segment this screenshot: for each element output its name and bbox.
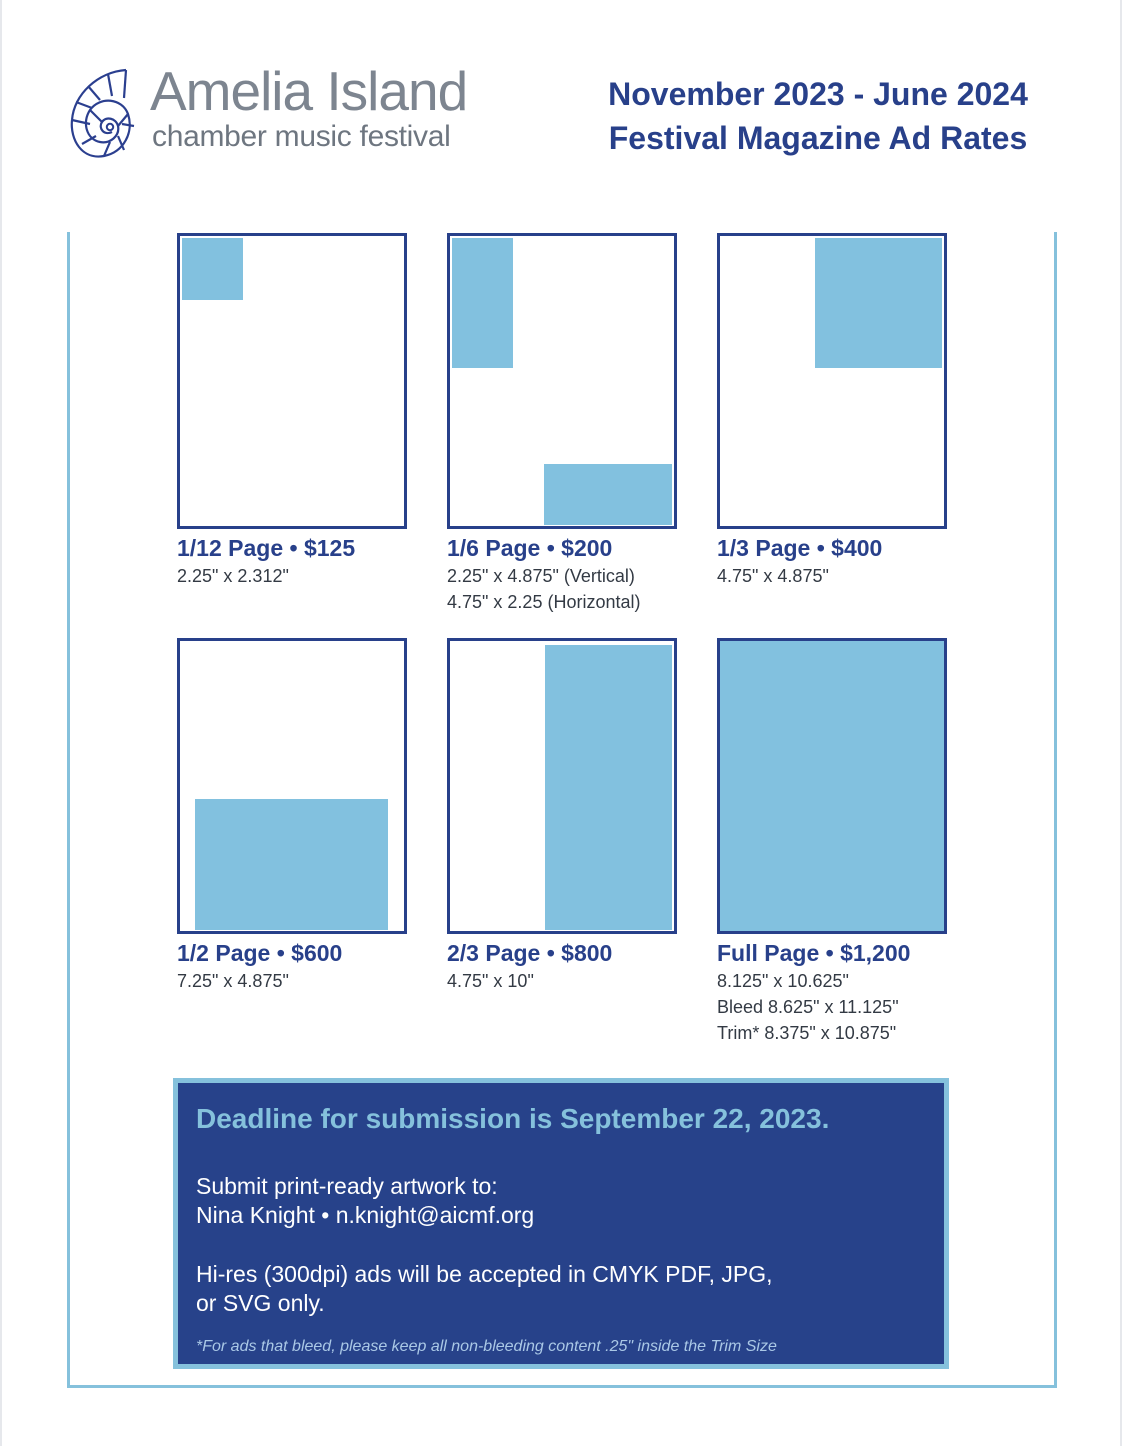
bleed-footnote: *For ads that bleed, please keep all non-bleeding content .25" inside the Trim Size [196,1338,777,1355]
page-diagram [177,638,407,934]
page-diagram [447,233,677,529]
ad-title: 1/3 Page • $400 [717,535,883,561]
ad-area [182,238,243,300]
format-line: Hi-res (300dpi) ads will be accepted in CMYK PDF, JPG, [196,1261,773,1287]
ad-spec-line: 2.25" x 4.875" (Vertical) [447,566,635,586]
nautilus-shell-icon [68,64,146,164]
logo-tagline: chamber music festival [152,120,451,153]
ad-title: 1/6 Page • $200 [447,535,613,561]
ad-area-horizontal [544,464,672,525]
title-line-dates: November 2023 - June 2024 [608,76,1028,112]
contact-line: Nina Knight • n.knight@aicmf.org [196,1202,535,1228]
ad-area-vertical [452,238,513,368]
submit-instructions [196,1172,534,1230]
ad-spec [717,563,829,589]
ad-spec-line: Trim* 8.375" x 10.875" [717,1023,897,1043]
title-line-rates: Festival Magazine Ad Rates [608,120,1028,156]
page-diagram [447,638,677,934]
page-diagram [177,233,407,529]
ad-spec-line: 4.75" x 10" [447,971,534,991]
ad-area [815,238,942,368]
ad-spec-line: 2.25" x 2.312" [177,566,289,586]
ad-spec-line: 4.75" x 4.875" [717,566,829,586]
page-edge-left [0,0,2,1446]
logo-name: Amelia Island [150,60,468,122]
ad-spec-line: 8.125" x 10.625" [717,971,849,991]
submit-line: Submit print-ready artwork to: [196,1173,498,1199]
deadline-panel [173,1078,949,1369]
format-line: or SVG only. [196,1290,325,1316]
ad-spec [447,563,640,615]
festival-logo [68,60,528,170]
ad-area [195,799,388,930]
ad-spec [717,968,899,1046]
ad-spec-line: 7.25" x 4.875" [177,971,289,991]
page-diagram [717,638,947,934]
ad-title: 1/12 Page • $125 [177,535,356,561]
ad-title: 1/2 Page • $600 [177,940,343,966]
ad-spec-line: Bleed 8.625" x 11.125" [717,997,899,1017]
ad-area [720,641,944,931]
ad-spec [177,968,289,994]
ad-spec [447,968,534,994]
deadline-heading: Deadline for submission is September 22, 2023. [196,1103,830,1134]
ad-title: Full Page • $1,200 [717,940,911,966]
format-requirements [196,1260,773,1318]
ad-spec-line: 4.75" x 2.25 (Horizontal) [447,592,641,612]
ad-title: 2/3 Page • $800 [447,940,613,966]
ad-spec [177,563,289,589]
page-title [558,72,1078,160]
ad-area [545,645,672,930]
page-diagram [717,233,947,529]
